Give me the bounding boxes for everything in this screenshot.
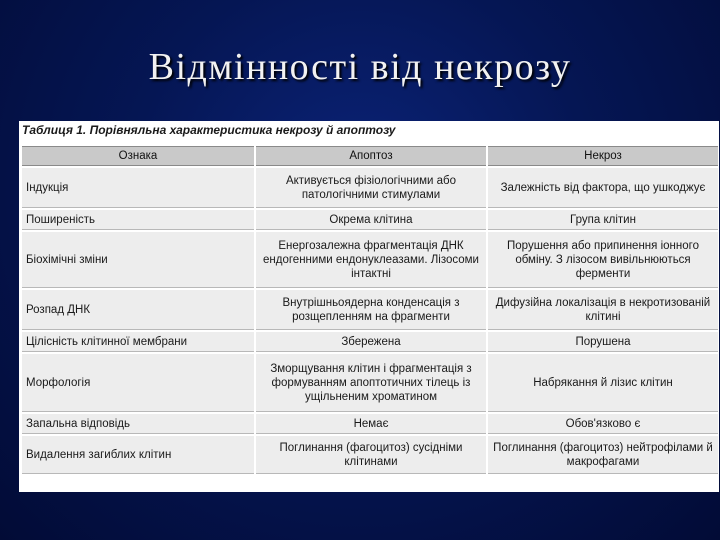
comparison-table-panel: [19, 121, 719, 492]
table-row: [22, 290, 718, 330]
table-row: [22, 414, 718, 434]
cell-feature: Розпад ДНК: [22, 290, 254, 330]
table-row: [22, 332, 718, 352]
cell-necrosis: Порушена: [488, 332, 718, 352]
table-row: [22, 168, 718, 208]
table-row: [22, 210, 718, 230]
comparison-table: [20, 144, 720, 476]
cell-apoptosis: Окрема клітина: [256, 210, 486, 230]
cell-feature: Запальна відповідь: [22, 414, 254, 434]
cell-feature: Індукція: [22, 168, 254, 208]
cell-necrosis: Обов'язково є: [488, 414, 718, 434]
slide-title: Відмінності від некрозу: [148, 46, 572, 88]
cell-necrosis: Набрякання й лізис клітин: [488, 354, 718, 412]
cell-feature: Морфологія: [22, 354, 254, 412]
cell-feature: Поширеність: [22, 210, 254, 230]
cell-apoptosis: Немає: [256, 414, 486, 434]
cell-necrosis: Поглинання (фагоцитоз) нейтрофілами й макрофагами: [488, 436, 718, 474]
table-caption: Таблиця 1. Порівняльна характеристика некрозу й апоптозу: [22, 123, 396, 137]
cell-apoptosis: Енергозалежна фрагментація ДНК ендогенними ендонуклеазами. Лізосоми інтактні: [256, 232, 486, 288]
cell-feature: Цілісність клітинної мембрани: [22, 332, 254, 352]
cell-apoptosis: Активується фізіологічними або патологічними стимулами: [256, 168, 486, 208]
cell-feature: Біохімічні зміни: [22, 232, 254, 288]
table-row: [22, 354, 718, 412]
cell-apoptosis: Зморщування клітин і фрагментація з формуванням апоптотичних тілець із ущільненим хроматином: [256, 354, 486, 412]
table-header-row: [22, 146, 718, 166]
cell-necrosis: Порушення або припинення іонного обміну. З лізосом вивільнюються ферменти: [488, 232, 718, 288]
header-feature: Ознака: [22, 146, 254, 166]
table-row: [22, 232, 718, 288]
table-row: [22, 436, 718, 474]
cell-apoptosis: Внутрішньоядерна конденсація з розщепленням на фрагменти: [256, 290, 486, 330]
cell-feature: Видалення загиблих клітин: [22, 436, 254, 474]
cell-necrosis: Дифузійна локалізація в некротизованій клітині: [488, 290, 718, 330]
cell-apoptosis: Поглинання (фагоцитоз) сусідніми клітинами: [256, 436, 486, 474]
cell-necrosis: Група клітин: [488, 210, 718, 230]
cell-apoptosis: Збережена: [256, 332, 486, 352]
header-necrosis: Некроз: [488, 146, 718, 166]
cell-necrosis: Залежність від фактора, що ушкоджує: [488, 168, 718, 208]
header-apoptosis: Апоптоз: [256, 146, 486, 166]
